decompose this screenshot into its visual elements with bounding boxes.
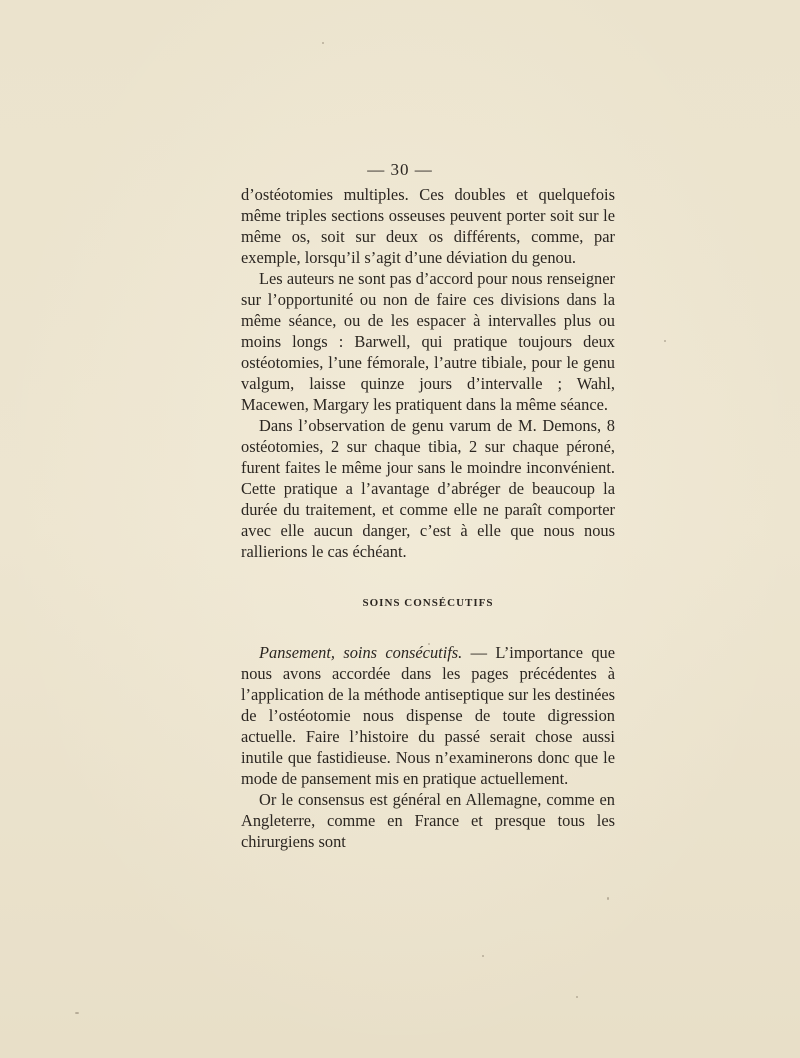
paragraph: Or le consensus est général en Allemagne, comme en Angleterre, comme en France et presque tous les chirurgiens sont	[241, 790, 615, 851]
paper-speck	[576, 996, 578, 998]
paper-speck	[482, 955, 484, 957]
paragraph: Dans l’observation de genu varum de M. Demons, 8 ostéotomies, 2 sur chaque tibia, 2 sur chaque péroné, furent faites le même jour sans le moindre inconvénient. Cette pratique a l’avantage d’abréger de beaucoup la durée du traitement, et comme elle ne paraît comporter avec elle aucun danger, c’est à elle que nous nous rallierions le cas échéant.	[241, 416, 615, 561]
paragraph: Les auteurs ne sont pas d’accord pour nous renseigner sur l’opportunité ou non de faire ces divisions dans la même séance, ou de les espacer à intervalles plus ou moins longs : Barwell, qui pratique toujours deux ostéotomies, l’une fémorale, l’autre tibiale, pour le genu valgum, laisse quinze jours d’intervalle ; Wahl, Macewen, Margary les pratiquent dans la même séance.	[241, 269, 615, 414]
paper-speck	[607, 897, 609, 900]
section-heading: SOINS CONSÉCUTIFS	[362, 597, 494, 609]
body-text-top	[241, 184, 615, 562]
paragraph-lead-rest: — L’importance que nous avons accordée dans les pages précédentes à l’application de la méthode antiseptique sur les destinées de l’ostéotomie nous dispense de toute digression actuelle. Faire l’histoire du passé serait chose aussi inutile que fastidieuse. Nous n’examinerons donc que le mode de pansement mis en pratique actuellement.	[241, 643, 616, 788]
paper-speck	[322, 42, 324, 44]
body-text-bottom	[241, 642, 615, 852]
page-number: — 30 —	[367, 160, 433, 179]
paper-speck	[75, 1012, 79, 1014]
paragraph: d’ostéotomies multiples. Ces doubles et quelquefois même triples sections osseuses peuvent porter soit sur le même os, soit sur deux os différents, comme, par exemple, lorsqu’il s’agit d’une déviation du genou.	[241, 185, 615, 267]
paragraph-lead-italic: Pansement, soins consécutifs.	[259, 643, 463, 662]
paper-speck	[664, 340, 666, 342]
paragraph	[241, 642, 615, 789]
